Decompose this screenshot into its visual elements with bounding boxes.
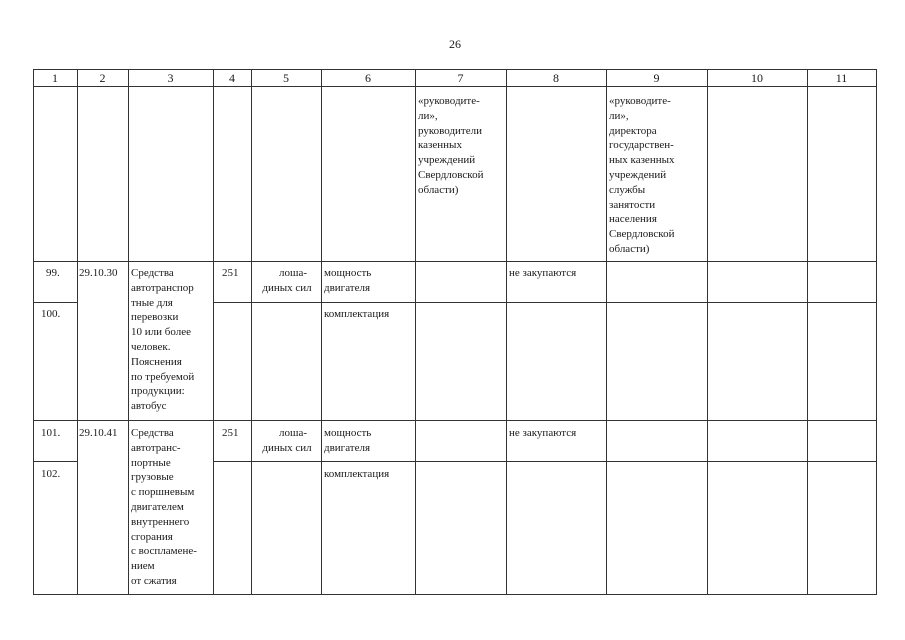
text-line: Свердловской xyxy=(418,168,484,181)
grid-hline xyxy=(33,86,877,87)
text-line: автотранс- xyxy=(131,441,181,454)
text-line: ли», xyxy=(418,109,438,122)
text-line: лоша- xyxy=(278,267,307,279)
row-101-unit-code: 251 xyxy=(222,427,239,439)
text-line: нием xyxy=(131,560,155,573)
text-line: мощность xyxy=(324,267,372,279)
text-line: населения xyxy=(609,213,657,226)
grid-hline xyxy=(33,420,877,421)
text-line: Средства xyxy=(131,427,174,439)
text-line: 10 или более xyxy=(131,326,191,339)
header-col-3: 3 xyxy=(167,71,174,85)
row-99-name xyxy=(131,266,194,414)
text-line: двигателя xyxy=(324,441,371,454)
grid-vline xyxy=(321,69,322,594)
row-99-note: не закупаются xyxy=(509,267,577,279)
text-line: внутреннего xyxy=(131,515,190,528)
text-line: диных сил xyxy=(262,281,312,294)
text-line: Пояснения xyxy=(131,355,182,368)
grid-vline xyxy=(606,69,607,594)
header-col-9: 9 xyxy=(653,71,660,85)
row-99-characteristic xyxy=(324,266,371,296)
grid-vline xyxy=(77,69,78,594)
page-number: 26 xyxy=(449,37,461,51)
text-line: руководители xyxy=(418,124,482,137)
text-line: продукции: xyxy=(131,385,185,398)
grid-hline xyxy=(33,594,877,595)
text-line: области) xyxy=(609,242,650,255)
text-line: от сжатия xyxy=(131,574,177,587)
row-99-number: 99. xyxy=(46,267,60,279)
header-col-10: 10 xyxy=(751,71,763,85)
row-100-characteristic: комплектация xyxy=(324,308,390,320)
text-line: с поршневым xyxy=(131,486,195,499)
text-line: диных сил xyxy=(262,441,312,454)
grid-hline xyxy=(33,461,78,462)
text-line: ных казенных xyxy=(609,154,675,167)
text-line: казенных xyxy=(418,139,462,152)
text-line: учреждений xyxy=(418,154,476,167)
text-line: области) xyxy=(418,183,459,196)
text-line: ли», xyxy=(609,109,629,122)
row-99-unit-code: 251 xyxy=(222,267,239,279)
grid-vline xyxy=(33,69,34,594)
row-99-code: 29.10.30 xyxy=(79,267,118,279)
row-102-number: 102. xyxy=(41,468,61,480)
text-line: двигателем xyxy=(131,500,184,513)
header-col-1: 1 xyxy=(52,71,58,85)
text-line: двигателя xyxy=(324,281,371,294)
text-line: государствен- xyxy=(609,139,674,152)
text-line: автотранспор xyxy=(131,281,194,294)
text-line: Средства xyxy=(131,267,174,279)
grid-vline xyxy=(251,69,252,594)
row-101-number: 101. xyxy=(41,427,61,439)
text-line: грузовые xyxy=(131,471,174,484)
row-101-code: 29.10.41 xyxy=(79,427,118,439)
grid-hline xyxy=(33,69,877,70)
text-line: портные xyxy=(131,456,171,469)
text-line: по требуемой xyxy=(131,370,195,383)
text-line: Свердловской xyxy=(609,228,675,241)
header-col-8: 8 xyxy=(553,71,559,85)
grid-hline xyxy=(33,302,78,303)
text-line: «руководите- xyxy=(609,95,671,107)
row-102-characteristic: комплектация xyxy=(324,468,390,480)
grid-vline xyxy=(506,69,507,594)
row-101-note: не закупаются xyxy=(509,427,577,439)
row-101-unit-name xyxy=(254,426,320,456)
row-101-characteristic xyxy=(324,426,371,456)
text-line: перевозки xyxy=(131,311,179,324)
text-line: учреждений xyxy=(609,168,667,181)
row-101-name xyxy=(131,426,197,589)
text-line: человек. xyxy=(131,340,171,353)
text-line: занятости xyxy=(609,198,656,211)
text-line: сгорания xyxy=(131,530,173,543)
grid-vline xyxy=(807,69,808,594)
text-line: «руководите- xyxy=(418,95,480,107)
header-col-6: 6 xyxy=(365,71,371,85)
text-line: лоша- xyxy=(278,427,307,439)
text-line: автобус xyxy=(131,400,167,413)
header-col-2: 2 xyxy=(99,71,106,85)
grid-hline xyxy=(33,261,877,262)
grid-vline xyxy=(876,69,877,594)
text-line: с воспламене- xyxy=(131,545,197,558)
header-col-7: 7 xyxy=(457,71,464,85)
text-line: тные для xyxy=(131,296,173,309)
continuation-col-9 xyxy=(609,94,674,257)
row-100-number: 100. xyxy=(41,308,61,320)
grid-vline xyxy=(415,69,416,594)
grid-vline xyxy=(128,69,129,594)
text-line: мощность xyxy=(324,427,372,439)
header-col-5: 5 xyxy=(283,71,289,85)
grid-vline xyxy=(213,69,214,594)
grid-hline xyxy=(213,461,877,462)
header-col-4: 4 xyxy=(229,71,235,85)
grid-vline xyxy=(707,69,708,594)
row-99-unit-name xyxy=(254,266,320,296)
grid-hline xyxy=(213,302,877,303)
continuation-col-7 xyxy=(418,94,483,198)
text-line: службы xyxy=(609,183,646,196)
header-col-11: 11 xyxy=(835,71,848,85)
text-line: директора xyxy=(609,124,657,137)
